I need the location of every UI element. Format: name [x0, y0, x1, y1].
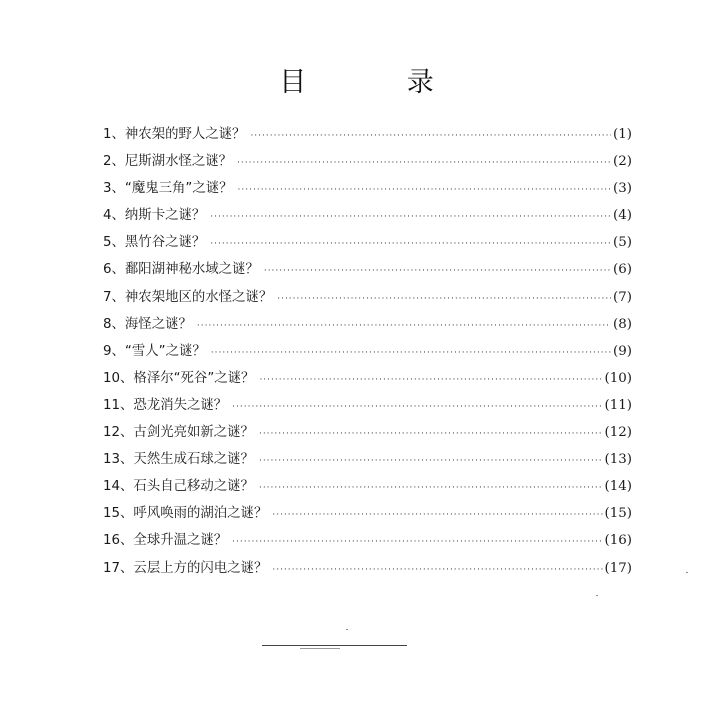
- dot-leader: [232, 394, 602, 421]
- toc-page-number: (7): [613, 289, 632, 305]
- toc-entry-title: 3、“魔鬼三角”之谜？: [103, 181, 233, 197]
- dot-leader: [259, 475, 603, 502]
- toc-entry-title: 17、云层上方的闪电之谜？: [103, 560, 268, 576]
- toc-entry-title: 1、神农架的野人之谜？: [103, 127, 246, 142]
- dot-leader: [259, 421, 603, 448]
- decorative-rule: [300, 648, 340, 649]
- toc-entry-title: 16、全球升温之谜？: [103, 533, 228, 549]
- dot-leader: [272, 557, 602, 584]
- toc-page-number: (3): [613, 181, 632, 197]
- toc-entry-row: [103, 527, 632, 554]
- toc-entry-row: [103, 365, 632, 392]
- toc-page-number: (6): [613, 262, 632, 278]
- toc-entry-row: [103, 284, 632, 311]
- scan-speck: [686, 572, 688, 573]
- toc-page-number: (13): [604, 452, 632, 468]
- dot-leader: [237, 150, 611, 177]
- toc-entry-row: [103, 338, 632, 365]
- toc-entry-row: [103, 202, 632, 229]
- toc-entry-title: 2、尼斯湖水怪之谜？: [103, 154, 233, 170]
- dot-leader: [272, 502, 602, 529]
- toc-entry-row: [103, 473, 632, 500]
- toc-entry-title: 10、格泽尔“死谷”之谜？: [103, 370, 255, 386]
- toc-entry-row: [103, 148, 632, 175]
- toc-entry-row: [103, 256, 632, 283]
- dot-leader: [259, 367, 602, 394]
- dot-leader: [238, 177, 612, 204]
- toc-entry-title: 6、鄱阳湖神秘水域之谜？: [103, 262, 259, 278]
- toc-page-number: (9): [613, 343, 632, 359]
- toc-page-number: (2): [613, 154, 632, 170]
- toc-entry-title: 5、黑竹谷之谜？: [103, 235, 206, 251]
- page-title: 目 录: [279, 67, 480, 98]
- toc-page-number: (11): [604, 397, 632, 413]
- dot-leader: [259, 448, 603, 475]
- dot-leader: [210, 231, 611, 258]
- toc-page-number: (8): [613, 316, 632, 332]
- toc-page-number: (17): [604, 560, 632, 576]
- toc-entry-title: 14、石头自己移动之谜？: [103, 479, 254, 495]
- toc-entry-row: [103, 392, 632, 419]
- toc-entry-title: 7、神农架地区的水怪之谜？: [103, 289, 273, 305]
- dot-leader: [210, 204, 611, 231]
- toc-entry-title: 8、海怪之谜？: [103, 316, 192, 332]
- scan-speck: [346, 629, 348, 630]
- dot-leader: [264, 258, 611, 285]
- toc-page-number: (5): [613, 235, 632, 251]
- toc-entry-row: [103, 419, 632, 446]
- dot-leader: [250, 123, 611, 150]
- toc-entry-row: [103, 555, 632, 582]
- toc-page-number: (14): [604, 479, 632, 495]
- toc-page-number: (4): [613, 208, 632, 224]
- toc-page-number: (1): [613, 127, 632, 142]
- dot-leader: [277, 286, 611, 313]
- decorative-rule: [262, 645, 407, 646]
- toc-page-number: (12): [604, 425, 632, 441]
- toc-entry-title: 9、“雪人”之谜？: [103, 343, 206, 359]
- table-of-contents: [103, 121, 632, 582]
- dot-leader: [211, 340, 611, 367]
- toc-entry-row: [103, 446, 632, 473]
- scan-speck: [596, 595, 598, 596]
- toc-entry-row: [103, 175, 632, 202]
- toc-entry-title: 4、纳斯卡之谜？: [103, 208, 206, 224]
- toc-entry-title: 13、天然生成石球之谜？: [103, 452, 254, 468]
- dot-leader: [232, 529, 602, 556]
- toc-page-number: (16): [604, 533, 632, 549]
- toc-page-number: (10): [604, 370, 632, 386]
- toc-entry-row: [103, 500, 632, 527]
- toc-entry-title: 15、呼风唤雨的湖泊之谜？: [103, 506, 268, 522]
- toc-entry-row: [103, 229, 632, 256]
- toc-entry-title: 11、恐龙消失之谜？: [103, 397, 228, 413]
- toc-entry-row: [103, 121, 632, 148]
- dot-leader: [197, 313, 611, 340]
- toc-entry-title: 12、古剑光亮如新之谜？: [103, 425, 254, 441]
- toc-entry-row: [103, 311, 632, 338]
- toc-page-number: (15): [604, 506, 632, 522]
